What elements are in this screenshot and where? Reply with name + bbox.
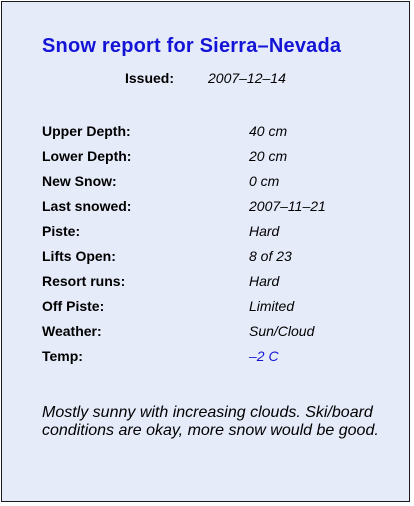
- lifts-open-value: 8 of 23: [249, 248, 292, 264]
- issued-label: Issued:: [125, 70, 175, 86]
- row-lifts-open: [42, 248, 382, 273]
- conditions-summary: Mostly sunny with increasing clouds. Ski/board conditions are okay, more snow would be good.: [42, 404, 379, 439]
- temp-value: –2 C: [249, 348, 279, 364]
- row-lower-depth: [42, 148, 382, 173]
- report-title: Snow report for Sierra–Nevada: [42, 35, 342, 57]
- lifts-open-label: Lifts Open:: [42, 248, 116, 264]
- off-piste-label: Off Piste:: [42, 298, 105, 314]
- issued-date: 2007–12–14: [208, 70, 286, 86]
- last-snowed-value: 2007–11–21: [249, 198, 326, 214]
- row-new-snow: [42, 173, 382, 198]
- piste-value: Hard: [249, 223, 280, 239]
- row-last-snowed: [42, 198, 382, 223]
- row-weather: [42, 323, 382, 348]
- weather-label: Weather:: [42, 323, 102, 339]
- snow-report-card: [1, 1, 410, 502]
- row-piste: [42, 223, 382, 248]
- upper-depth-label: Upper Depth:: [42, 123, 131, 139]
- piste-label: Piste:: [42, 223, 81, 239]
- row-off-piste: [42, 298, 382, 323]
- row-upper-depth: [42, 123, 382, 148]
- resort-runs-value: Hard: [249, 273, 280, 289]
- lower-depth-label: Lower Depth:: [42, 148, 132, 164]
- lower-depth-value: 20 cm: [249, 148, 288, 164]
- resort-runs-label: Resort runs:: [42, 273, 126, 289]
- new-snow-value: 0 cm: [249, 173, 280, 189]
- temp-label: Temp:: [42, 348, 83, 364]
- weather-value: Sun/Cloud: [249, 323, 315, 339]
- row-resort-runs: [42, 273, 382, 298]
- off-piste-value: Limited: [249, 298, 295, 314]
- new-snow-label: New Snow:: [42, 173, 117, 189]
- report-rows: [42, 123, 382, 373]
- upper-depth-value: 40 cm: [249, 123, 288, 139]
- row-temp: [42, 348, 382, 373]
- last-snowed-label: Last snowed:: [42, 198, 132, 214]
